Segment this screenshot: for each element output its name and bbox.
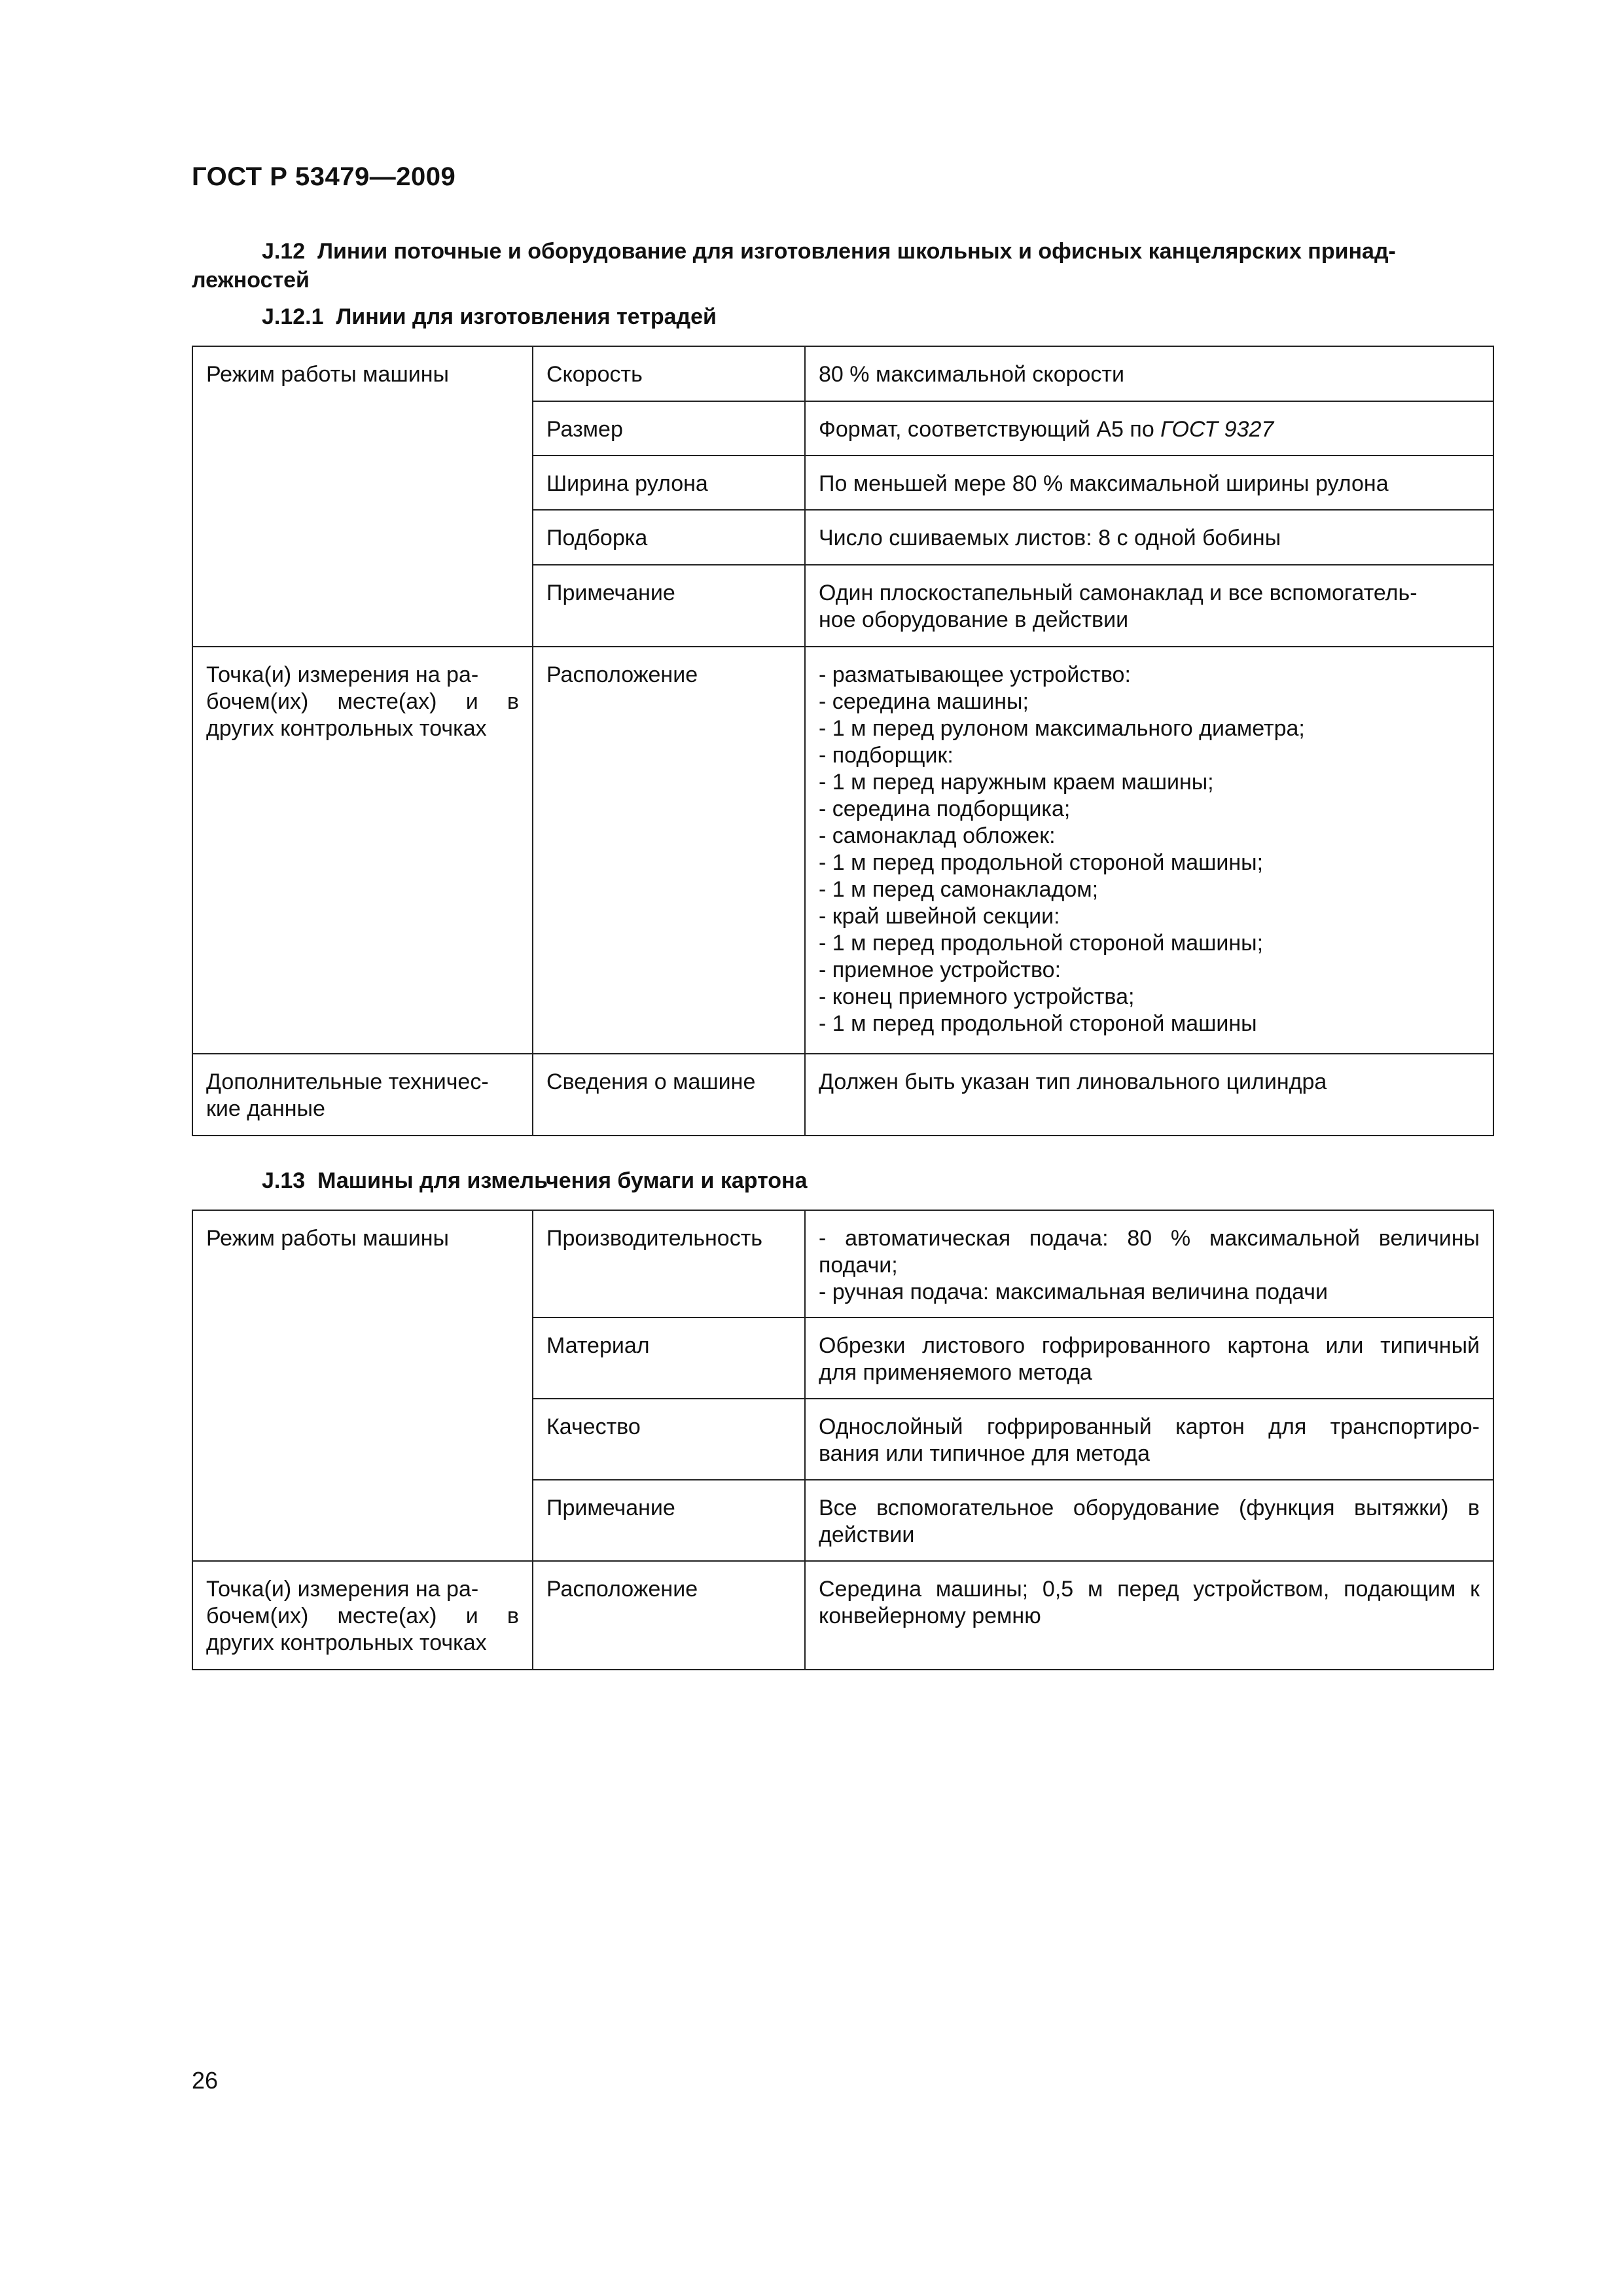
location-item: - 1 м перед наружным краем машины; xyxy=(819,770,1214,795)
param-cell: Расположение xyxy=(533,1561,805,1670)
value-cell: Число сшиваемых листов: 8 с одной бобины xyxy=(805,510,1493,565)
param-cell: Скорость xyxy=(533,346,805,401)
label-line: кие данные xyxy=(206,1096,325,1121)
location-item: - приемное устройство: xyxy=(819,958,1061,982)
section-heading-j12 xyxy=(192,237,1494,295)
value-cell: Должен быть указан тип линовального цилиндра xyxy=(805,1054,1493,1136)
section-heading-j13 xyxy=(262,1166,808,1195)
value-line: подачи; xyxy=(819,1253,898,1278)
location-item: - край швейной секции: xyxy=(819,904,1060,929)
location-item: - 1 м перед продольной стороной машины; xyxy=(819,931,1264,956)
value-cell: 80 % максимальной скорости xyxy=(805,346,1493,401)
label-line: Точка(и) измерения на ра- xyxy=(206,662,479,687)
label-line: бочем(их) месте(ах) и в xyxy=(206,689,519,714)
param-cell: Расположение xyxy=(533,647,805,1054)
value-cell xyxy=(805,1318,1493,1399)
section-title-part1: Линии поточные и оборудование для изготовления школьных и офисных канцелярских принад- xyxy=(317,239,1396,264)
label-line: других контрольных точках xyxy=(206,1630,487,1655)
param-cell: Сведения о машине xyxy=(533,1054,805,1136)
group-label-operating-mode: Режим работы машины xyxy=(192,346,533,647)
value-line: ное оборудование в действии xyxy=(819,607,1129,632)
location-item: - самонаклад обложек: xyxy=(819,823,1056,848)
subsection-title: Линии для изготовления тетрадей xyxy=(336,304,717,329)
section-title-part2: лежностей xyxy=(192,268,310,293)
param-cell: Ширина рулона xyxy=(533,456,805,510)
document-standard-header: ГОСТ Р 53479—2009 xyxy=(192,162,456,191)
value-line: Все вспомогательное оборудование (функция вытяжки) в xyxy=(819,1496,1480,1520)
value-line: действии xyxy=(819,1522,915,1547)
value-cell xyxy=(805,1480,1493,1561)
table-row xyxy=(192,1210,1493,1318)
table-row xyxy=(192,647,1493,1054)
table-row xyxy=(192,346,1493,401)
label-line: Точка(и) измерения на ра- xyxy=(206,1577,479,1602)
subsection-number: J.12.1 xyxy=(262,304,324,329)
section-number: J.13 xyxy=(262,1168,306,1193)
value-line: Середина машины; 0,5 м перед устройством, подающим к xyxy=(819,1577,1480,1602)
value-line: Один плоскостапельный самонаклад и все вспомогатель- xyxy=(819,581,1418,605)
value-cell xyxy=(805,1561,1493,1670)
label-line: других контрольных точках xyxy=(206,716,487,741)
location-item: - 1 м перед продольной стороной машины xyxy=(819,1011,1257,1036)
subsection-heading-j12-1 xyxy=(262,302,717,331)
value-cell xyxy=(805,565,1493,647)
location-list xyxy=(805,647,1493,1054)
location-item: - конец приемного устройства; xyxy=(819,984,1135,1009)
table-row xyxy=(192,1054,1493,1136)
label-line: бочем(их) месте(ах) и в xyxy=(206,1604,519,1628)
value-line: Обрезки листового гофрированного картона или типичный xyxy=(819,1333,1480,1358)
group-label-additional-data xyxy=(192,1054,533,1136)
location-item: - 1 м перед самонакладом; xyxy=(819,877,1099,902)
group-label-measurement-points xyxy=(192,647,533,1054)
table-row xyxy=(192,1561,1493,1670)
location-item: - подборщик: xyxy=(819,743,954,768)
value-text: Формат, соответствующий А5 по xyxy=(819,417,1161,442)
param-cell: Подборка xyxy=(533,510,805,565)
location-item: - середина подборщика; xyxy=(819,797,1071,821)
value-cell xyxy=(805,1399,1493,1480)
value-line: для применяемого метода xyxy=(819,1360,1092,1385)
label-line: Дополнительные техничес- xyxy=(206,1069,489,1094)
group-label-measurement-points xyxy=(192,1561,533,1670)
param-cell: Производительность xyxy=(533,1210,805,1318)
page-number: 26 xyxy=(192,2067,219,2094)
section-number: J.12 xyxy=(262,239,306,264)
value-line: - автоматическая подача: 80 % максимальной величины xyxy=(819,1226,1480,1251)
param-cell: Примечание xyxy=(533,1480,805,1561)
value-cell xyxy=(805,401,1493,456)
param-cell: Материал xyxy=(533,1318,805,1399)
value-line: Однослойный гофрированный картон для транспортиро- xyxy=(819,1414,1480,1439)
group-label-operating-mode: Режим работы машины xyxy=(192,1210,533,1561)
table-paper-shredders xyxy=(192,1210,1494,1670)
value-line: - ручная подача: максимальная величина подачи xyxy=(819,1280,1328,1304)
location-item: - 1 м перед продольной стороной машины; xyxy=(819,850,1264,875)
value-cell: По меньшей мере 80 % максимальной ширины рулона xyxy=(805,456,1493,510)
location-item: - 1 м перед рулоном максимального диаметра; xyxy=(819,716,1305,741)
location-item: - середина машины; xyxy=(819,689,1029,714)
value-cell xyxy=(805,1210,1493,1318)
standard-reference: ГОСТ 9327 xyxy=(1160,417,1274,442)
table-notebook-lines xyxy=(192,346,1494,1136)
value-line: вания или типичное для метода xyxy=(819,1441,1150,1466)
param-cell: Качество xyxy=(533,1399,805,1480)
param-cell: Примечание xyxy=(533,565,805,647)
value-line: конвейерному ремню xyxy=(819,1604,1041,1628)
section-title: Машины для измельчения бумаги и картона xyxy=(317,1168,808,1193)
param-cell: Размер xyxy=(533,401,805,456)
location-item: - разматывающее устройство: xyxy=(819,662,1131,687)
